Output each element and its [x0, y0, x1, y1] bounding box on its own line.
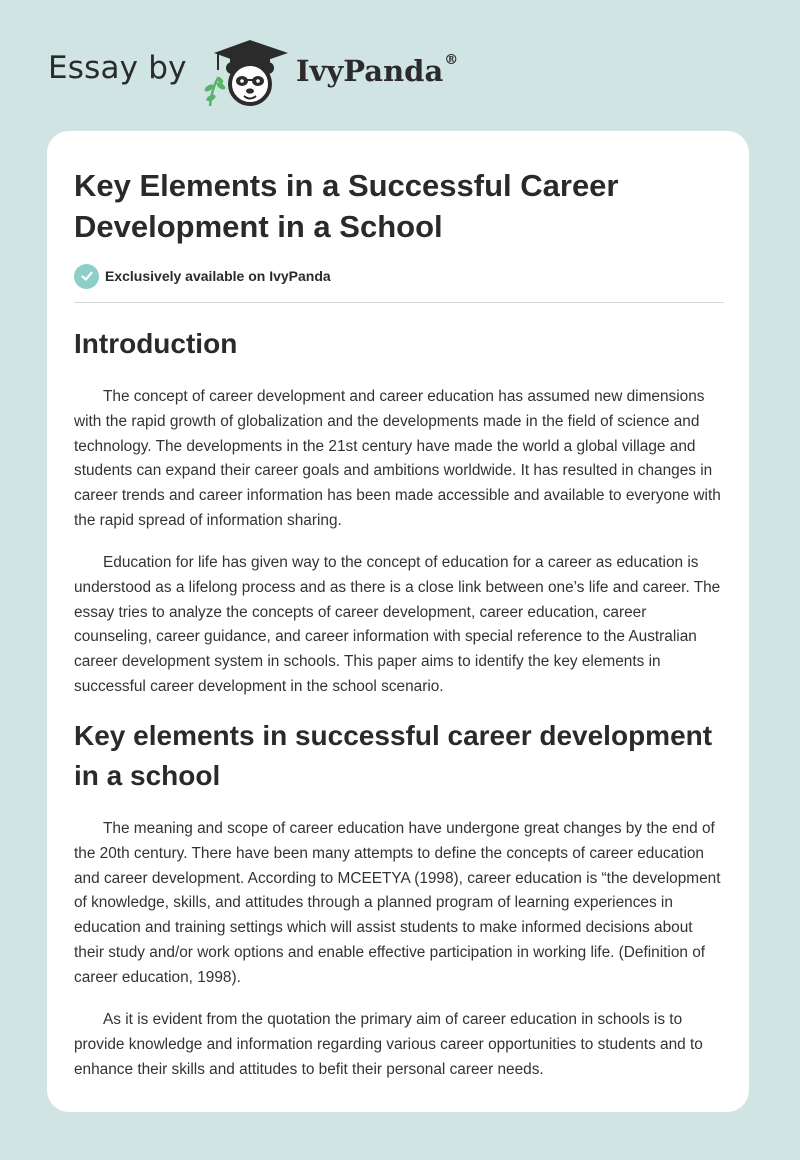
exclusive-badge	[74, 263, 331, 289]
paragraph: The meaning and scope of career education have undergone great changes by the end of the 20th century. There have been many attempts to define the concepts of career education and career development. According to MCEETYA (1998), career education is “the development of knowledge, skills, and attitudes through a planned program of learning experiences in education and training settings which will assist students to make informed decisions about their study and/or work options and enable effective participation in working life. (Definition of career education, 1998).	[74, 820, 721, 986]
paragraph: The concept of career development and career education has assumed new dimensions with the rapid growth of globalization and the developments made in the field of science and technology. The developments in the 21st century have made the world a global village and students can expand their career goals and ambitions worldwide. It has resulted in changes in career trends and career information has been made accessible and available to everyone with the rapid spread of information sharing.	[74, 388, 721, 529]
check-icon	[74, 264, 99, 289]
panda-graduate-icon[interactable]	[200, 36, 292, 108]
brand-prefix: Essay by	[48, 50, 187, 86]
brand-name[interactable]	[296, 54, 458, 88]
paragraph: Education for life has given way to the concept of education for a career as education is understood as a lifelong process and as there is a close link between one’s life and career. The essay tries to analyze the concepts of career development, career education, career counseling, career guidance, and career information with special reference to the Australian career development system in schools. This paper aims to identify the key elements in successful career development in the school scenario.	[74, 554, 721, 695]
section-heading-introduction: Introduction	[74, 328, 238, 359]
paragraph: As it is evident from the quotation the primary aim of career education in schools is to provide knowledge and information regarding various career opportunities to students and to enhance their skills and attitudes to befit their personal career needs.	[74, 1011, 703, 1078]
essay-card	[47, 131, 749, 1112]
essay-title: Key Elements in a Successful Career Development in a School	[74, 168, 619, 244]
divider	[74, 302, 724, 303]
registered-mark: ®	[444, 52, 459, 68]
section-heading-key-elements: Key elements in successful career development in a school	[74, 720, 713, 791]
exclusive-text: Exclusively available on IvyPanda	[105, 268, 331, 284]
brand-name-text: IvyPanda	[296, 54, 444, 88]
site-header	[0, 0, 800, 130]
